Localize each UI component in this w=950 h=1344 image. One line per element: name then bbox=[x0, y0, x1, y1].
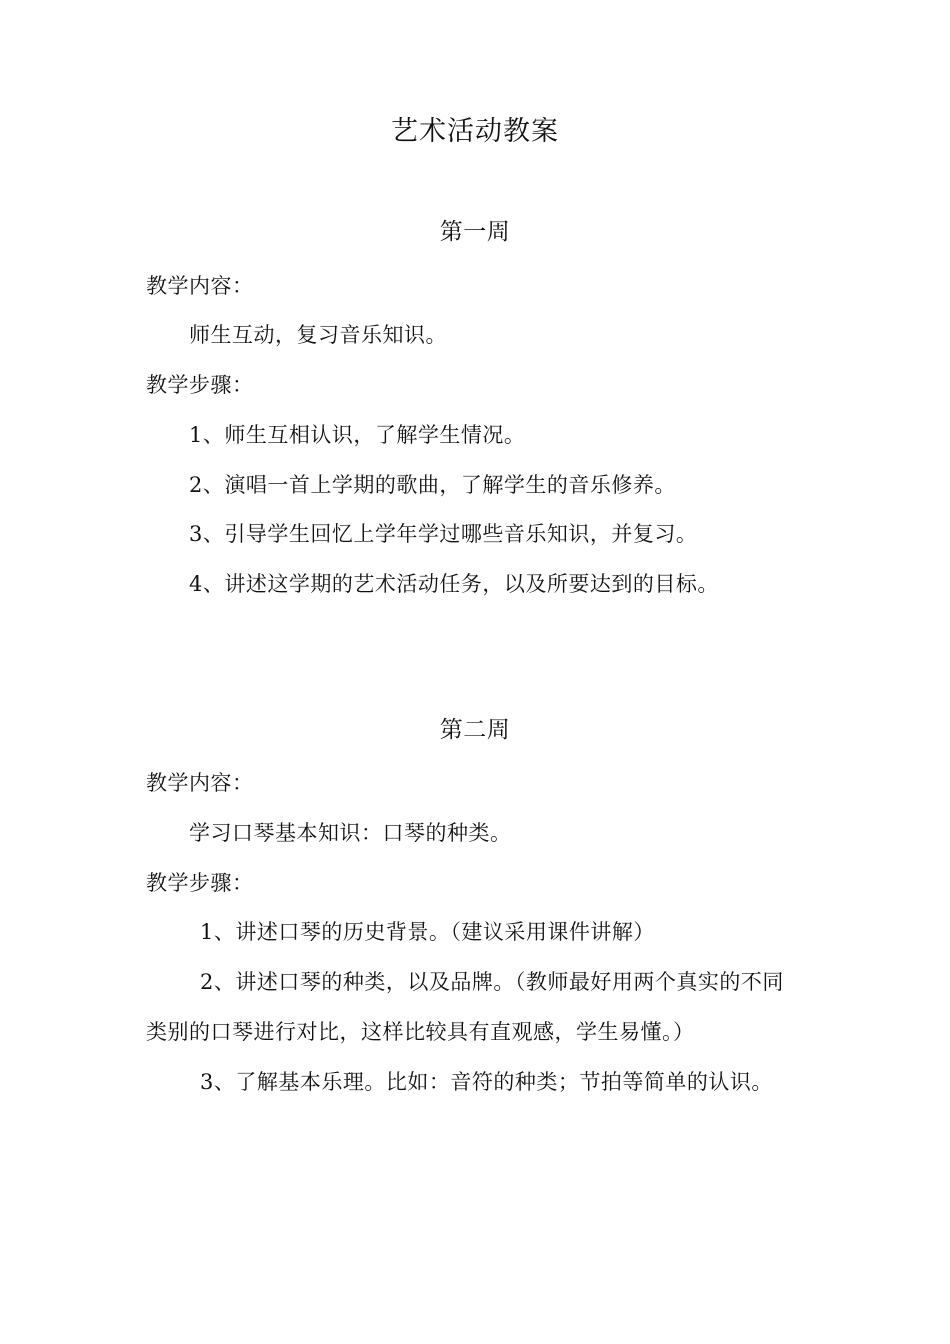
week-2-content-label: 教学内容： bbox=[146, 771, 254, 795]
document-title: 艺术活动教案 bbox=[391, 116, 559, 147]
week-2-heading: 第二周 bbox=[439, 717, 511, 743]
week-1-step-2: 2、演唱一首上学期的歌曲，了解学生的音乐修养。 bbox=[189, 473, 676, 497]
week-2-step-2: 2、讲述口琴的种类，以及品牌。（教师最好用两个真实的不同 bbox=[200, 970, 784, 994]
week-1-content: 师生互动，复习音乐知识。 bbox=[189, 323, 447, 347]
week-1-heading: 第一周 bbox=[439, 219, 511, 245]
week-1-step-3: 3、引导学生回忆上学年学过哪些音乐知识，并复习。 bbox=[189, 522, 698, 546]
week-2-content: 学习口琴基本知识：口琴的种类。 bbox=[189, 821, 512, 845]
week-1-step-4: 4、讲述这学期的艺术活动任务，以及所要达到的目标。 bbox=[189, 572, 719, 596]
week-2-step-2-continued: 类别的口琴进行对比，这样比较具有直观感，学生易懂。） bbox=[146, 1020, 695, 1044]
week-2-step-3: 3、了解基本乐理。比如：音符的种类；节拍等简单的认识。 bbox=[200, 1070, 773, 1094]
week-2-steps-label: 教学步骤： bbox=[146, 871, 254, 895]
week-1-step-1: 1、师生互相认识，了解学生情况。 bbox=[189, 423, 526, 447]
week-1-content-label: 教学内容： bbox=[146, 274, 254, 298]
week-2-step-1: 1、讲述口琴的历史背景。（建议采用课件讲解） bbox=[200, 920, 655, 944]
week-1-steps-label: 教学步骤： bbox=[146, 373, 254, 397]
